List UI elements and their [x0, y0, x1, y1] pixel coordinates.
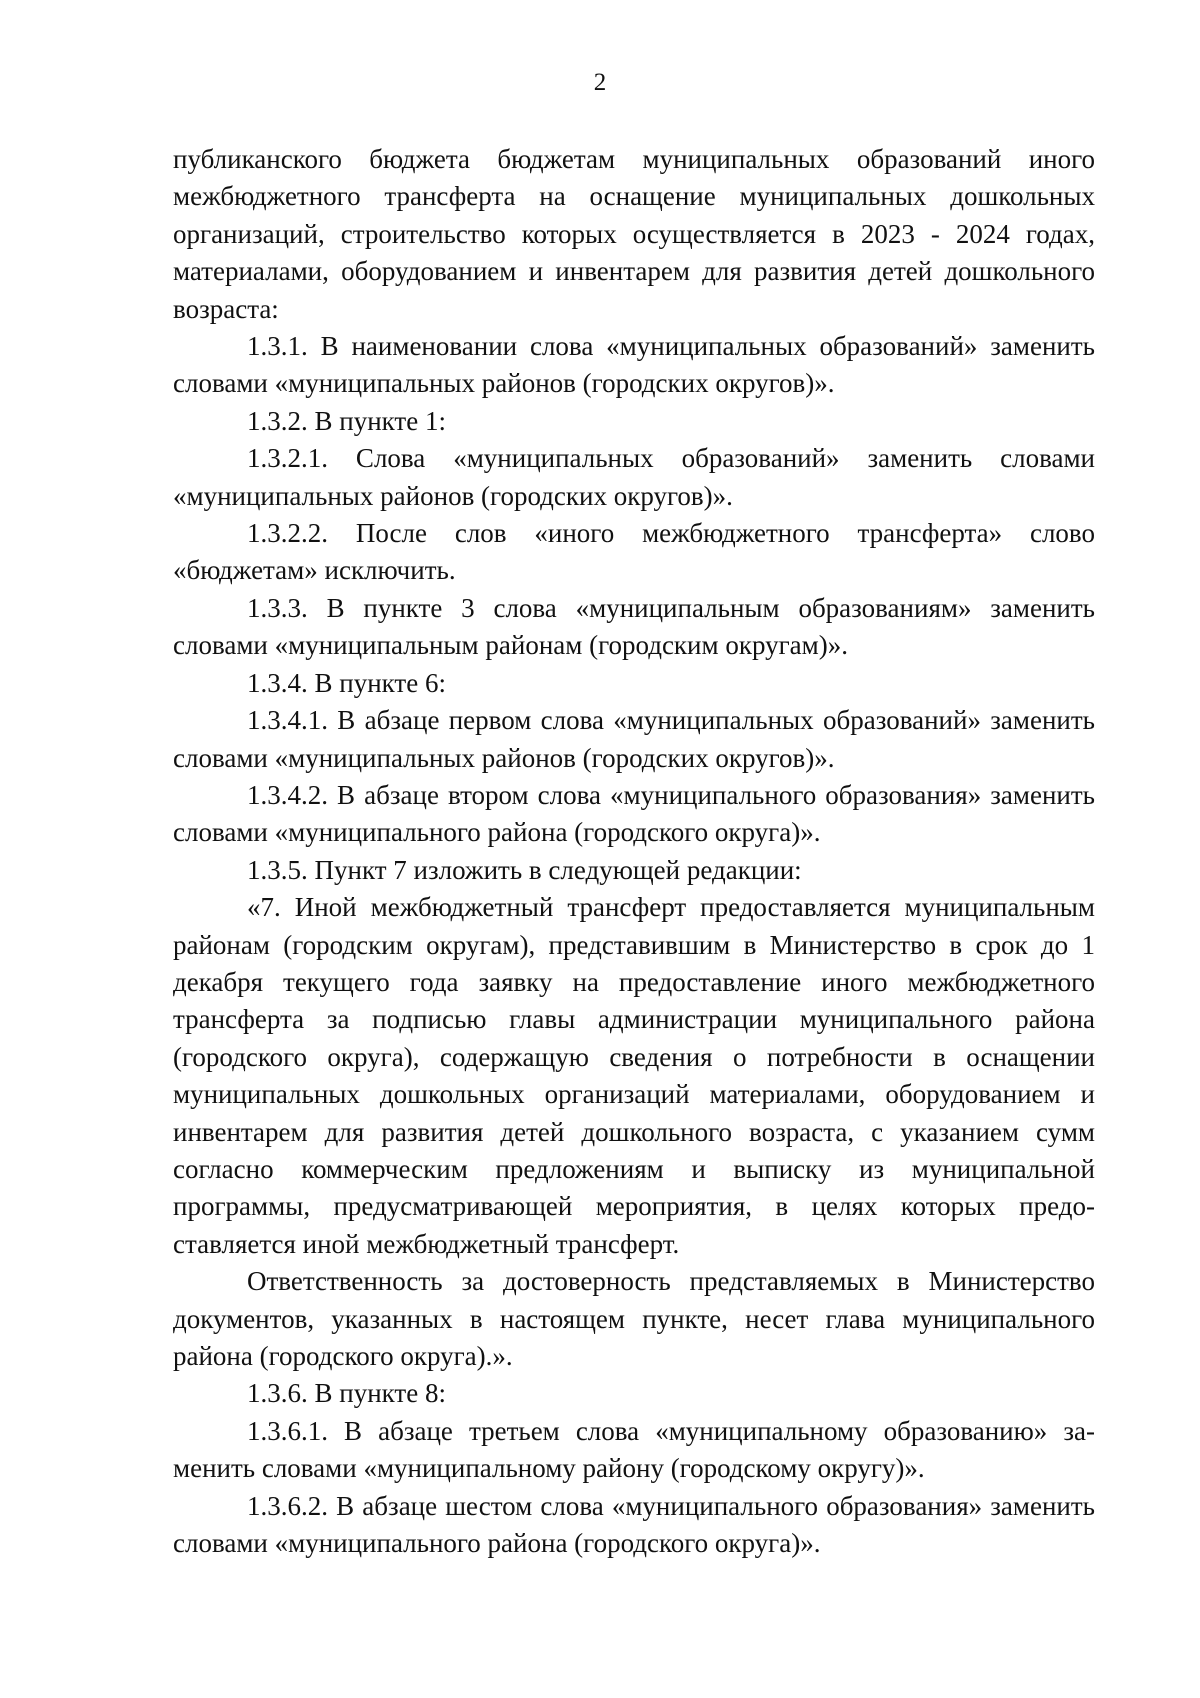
paragraph-1-3-6-2: 1.3.6.2. В абзаце шестом слова «муниципального образования» заменить словами «муниципального района (городского округа)». [173, 1490, 1095, 1559]
document-body [173, 141, 1095, 1562]
paragraph-1-3-4: 1.3.4. В пункте 6: [247, 667, 446, 698]
paragraph-responsibility: Ответственность за достоверность представляемых в Министерство документов, указанных в настоящем пункте, несет глава муниципального района (городского округа).». [173, 1266, 1095, 1371]
paragraph-1-3-4-2: 1.3.4.2. В абзаце втором слова «муниципального образования» заменить словами «муниципального района (городского округа)». [173, 779, 1095, 848]
paragraph-1-3-2: 1.3.2. В пункте 1: [247, 405, 446, 436]
paragraph-1-3-2-2: 1.3.2.2. После слов «иного межбюджетного трансферта» слово «бюджетам» исключить. [173, 518, 1095, 586]
paragraph-continuation: публиканского бюджета бюджетам муниципальных образований иного межбюджетного трансферта на оснащение муниципальных дошкольных организаций, строительство которых осуществляется в 2023 - 2024 годах, материалами, оборудованием и инвентарем для развития детей дошкольного возраста: [173, 144, 1095, 324]
paragraph-1-3-6-1: 1.3.6.1. В абзаце третьем слова «муниципальному образованию» заменить словами «муниципальному району (городскому округу)». [173, 1415, 1095, 1484]
paragraph-point-7: «7. Иной межбюджетный трансферт предоставляется муниципальным районам (городским округам), представившим в Министерство в срок до 1 декабря текущего года заявку на предоставление иного межбюджетного трансферта за подписью главы администрации муниципального района (городского округа), содержащую сведения о потребности в оснащении муниципальных дошкольных организаций материалами, оборудованием и инвентарем для развития детей дошкольного возраста, с указанием сумм согласно коммерческим предложениям и выписку из муниципальной программы, предусматривающей мероприятия, в целях которых предоставляется иной межбюджетный трансферт. [173, 892, 1095, 1259]
paragraph-1-3-1: 1.3.1. В наименовании слова «муниципальных образований» заменить словами «муниципальных районов (городских округов)». [173, 331, 1095, 399]
page-number: 2 [593, 69, 607, 96]
paragraph-1-3-3: 1.3.3. В пункте 3 слова «муниципальным образованиям» заменить словами «муниципальным районам (городским округам)». [173, 592, 1095, 661]
paragraph-1-3-5: 1.3.5. Пункт 7 изложить в следующей редакции: [247, 854, 802, 885]
paragraph-1-3-4-1: 1.3.4.1. В абзаце первом слова «муниципальных образований» заменить словами «муниципальных районов (городских округов)». [173, 705, 1095, 773]
paragraph-1-3-6: 1.3.6. В пункте 8: [247, 1378, 446, 1409]
paragraph-1-3-2-1: 1.3.2.1. Слова «муниципальных образований» заменить словами «муниципальных районов (городских округов)». [173, 443, 1095, 511]
